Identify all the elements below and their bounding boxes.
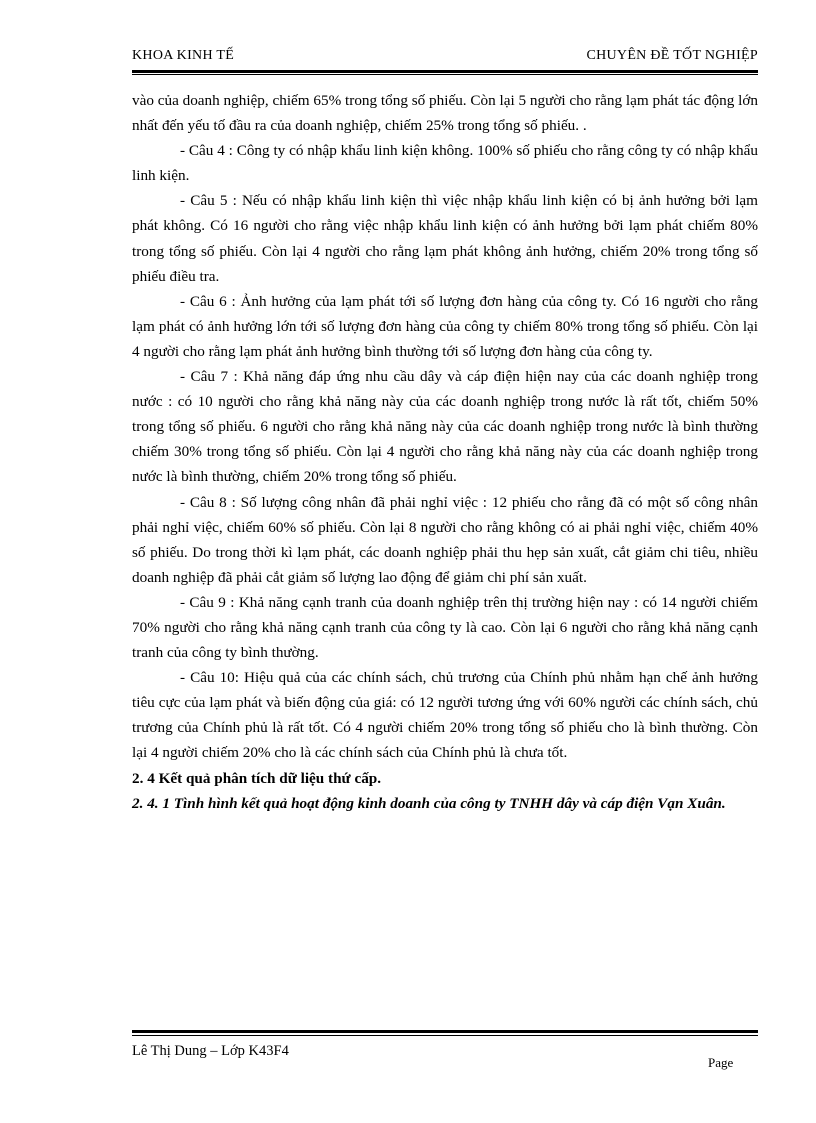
paragraph-question-10: - Câu 10: Hiệu quả của các chính sách, chủ trương của Chính phủ nhằm hạn chế ảnh hưởng tiêu cực của lạm phát và biến động của giá: có 12 người tương ứng với 60% người các chính sách, chủ trương của Chính phủ là rất tốt. Có 4 người chiếm 20% trong tổng số phiếu cho là bình thường. Còn lại 4 người chiếm 20% cho là các chính sách của Chính phủ là chưa tốt. xyxy=(132,669,758,762)
footer-page-label: Page xyxy=(708,1055,734,1070)
page-body xyxy=(132,88,758,816)
paragraph-question-7: - Câu 7 : Khả năng đáp ứng nhu cầu dây và cáp điện hiện nay của các doanh nghiệp trong nước : có 10 người cho rằng khả năng này của các doanh nghiệp trong nước là rất tốt, chiếm 50% trong tổng số phiếu. 6 người cho rằng khả năng này của các doanh nghiệp trong nước là bình thường chiếm 30% trong tổng số phiếu. Còn lại 4 người cho rằng khả năng này của các doanh nghiệp trong nước là bình thường, chiếm 20% trong tổng số phiếu. xyxy=(132,368,758,486)
subsection-heading: 2. 4. 1 Tình hình kết quả hoạt động kinh doanh của công ty TNHH dây và cáp điện Vạn Xuân. xyxy=(132,794,726,812)
header-faculty: KHOA KINH TẾ xyxy=(132,48,235,63)
paragraph-question-4: - Câu 4 : Công ty có nhập khẩu linh kiện không. 100% số phiếu cho rằng công ty có nhập khẩu linh kiện. xyxy=(132,142,758,185)
paragraph-continuation: vào của doanh nghiệp, chiếm 65% trong tổng số phiếu. Còn lại 5 người cho rằng lạm phát tác động lớn nhất đến yếu tố đầu ra của doanh nghiệp, chiếm 25% trong tổng số phiếu. . xyxy=(132,92,758,135)
paragraph-question-9: - Câu 9 : Khả năng cạnh tranh của doanh nghiệp trên thị trường hiện nay : có 14 người chiếm 70% người cho rằng khả năng cạnh tranh của công ty là cao. Còn lại 6 người cho rằng khả năng cạnh tranh của công ty bình thường. xyxy=(132,593,758,662)
header-divider xyxy=(132,70,758,75)
section-heading: 2. 4 Kết quả phân tích dữ liệu thứ cấp. xyxy=(132,769,382,787)
paragraph-question-5: - Câu 5 : Nếu có nhập khẩu linh kiện thì việc nhập khẩu linh kiện có bị ảnh hưởng bởi lạm phát không. Có 16 người cho rằng việc nhập khẩu linh kiện có ảnh hưởng bởi lạm phát chiếm 80% trong tổng số phiếu. Còn lại 4 người cho rằng lạm phát không ảnh hưởng, chiếm 20% trong tổng số phiếu điều tra. xyxy=(132,192,758,285)
footer-author: Lê Thị Dung – Lớp K43F4 xyxy=(132,1043,289,1059)
footer-divider xyxy=(132,1030,758,1036)
paragraph-question-6: - Câu 6 : Ảnh hưởng của lạm phát tới số lượng đơn hàng của công ty. Có 16 người cho rằng lạm phát có ảnh hưởng lớn tới số lượng đơn hàng của công ty chiếm 80% trong tổng số phiếu. Còn lại 4 người cho rằng lạm phát ảnh hưởng bình thường tới số lượng đơn hàng của công ty. xyxy=(132,292,758,360)
header-document-type: CHUYÊN ĐỀ TỐT NGHIỆP xyxy=(586,48,758,63)
paragraph-question-8: - Câu 8 : Số lượng công nhân đã phải nghỉ việc : 12 phiếu cho rằng đã có một số công nhân phải nghỉ việc, chiếm 60% số phiếu. Còn lại 8 người cho rằng không có ai phải nghỉ việc, chiếm 40% số phiếu. Do trong thời kì lạm phát, các doanh nghiệp phải thu hẹp sản xuất, cắt giảm chi tiêu, nhiều doanh nghiệp đã phải cắt giảm số lượng lao động để giảm chi phí sản xuất. xyxy=(132,493,758,586)
